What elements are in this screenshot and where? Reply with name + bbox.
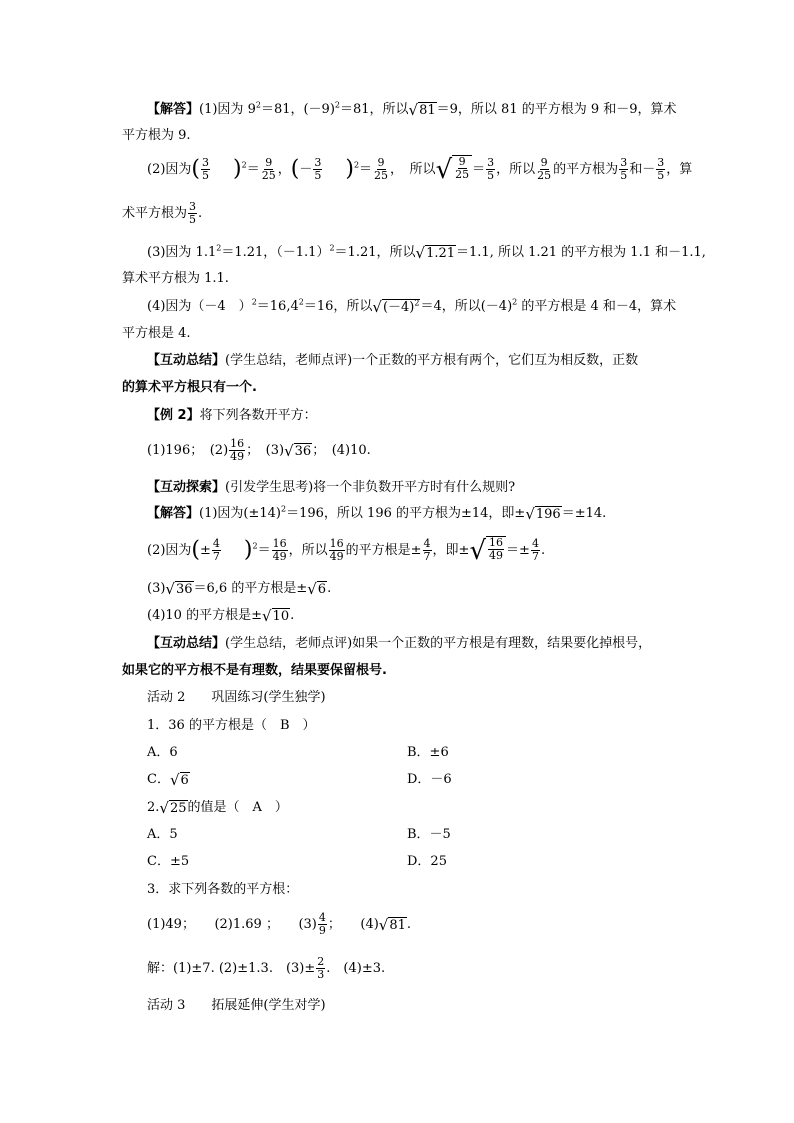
text-run: A．5 xyxy=(147,827,178,842)
numerator: 3 xyxy=(202,156,210,169)
text-run: 解：(1)±7. (2)±1.3. (3)± xyxy=(147,961,316,976)
text-run: . xyxy=(198,206,203,221)
question-1-option-d xyxy=(407,771,452,789)
denominator: 5 xyxy=(314,169,322,182)
activity-3-heading xyxy=(147,997,326,1015)
parenthesis: ( xyxy=(191,537,201,563)
question-3-stem xyxy=(147,881,298,899)
answer-ex2-line-4 xyxy=(147,607,294,625)
text-run: ＝16，所以 xyxy=(303,299,373,314)
activity-2-heading xyxy=(147,689,326,707)
square-root xyxy=(525,506,561,522)
answer-2-line-2 xyxy=(122,199,202,229)
radical-sign: √ xyxy=(159,798,169,817)
question-3-items xyxy=(147,910,411,940)
exponent: 2 xyxy=(353,160,360,170)
text-run: 平方根为 9. xyxy=(122,128,191,143)
fraction xyxy=(488,537,504,562)
text-run: (1)因为(±14) xyxy=(199,506,282,521)
square-root xyxy=(379,917,407,933)
radical-sign: √ xyxy=(408,100,419,119)
text-run: 1．36 的平方根是（ B ） xyxy=(147,718,316,733)
text-run: . (4)±3. xyxy=(326,961,386,976)
numerator: 3 xyxy=(487,156,495,169)
answer-4-line-2 xyxy=(122,325,191,343)
denominator: 25 xyxy=(537,169,552,182)
example-2-heading xyxy=(147,407,317,425)
answer-ex2-line-1 xyxy=(147,505,606,523)
numerator: 9 xyxy=(377,156,385,169)
answer-3-line-2 xyxy=(122,270,229,288)
text-run: 活动 2 巩固练习(学生独学) xyxy=(147,690,326,705)
text-run: ＝16,4 xyxy=(256,299,299,314)
exponent: 2 xyxy=(329,243,335,253)
text-run: 的平方根是± xyxy=(345,543,422,558)
text-run: ＝ xyxy=(359,162,373,177)
parenthesis: ) xyxy=(211,156,242,182)
parenthesis: ) xyxy=(323,156,354,182)
parenthesis: ) xyxy=(221,537,253,563)
numerator: 4 xyxy=(318,911,326,924)
fraction xyxy=(229,438,245,463)
denominator: 49 xyxy=(489,548,504,562)
exponent: 2 xyxy=(512,297,518,307)
summary-2-line-2 xyxy=(122,662,387,680)
square-root xyxy=(469,536,506,566)
text-run: ＝9，所以 81 的平方根为 9 和－9，算术 xyxy=(436,102,677,117)
text-run: C． xyxy=(147,772,170,787)
text-run: C．±5 xyxy=(147,854,190,869)
fraction xyxy=(373,157,389,182)
text-run: ； (4)10. xyxy=(312,443,371,458)
numerator: 4 xyxy=(531,537,539,550)
text-run: 算术平方根为 1.1. xyxy=(122,271,229,286)
text-run: ， 所以 xyxy=(390,162,436,177)
radicand xyxy=(382,299,421,315)
square-root xyxy=(416,245,457,261)
text-run: ＝±14. xyxy=(561,506,607,521)
numerator: 4 xyxy=(423,537,431,550)
text-run: ＝± xyxy=(506,543,530,558)
radical-sign: √ xyxy=(261,606,272,625)
text-run: ＝ xyxy=(246,162,260,177)
text-run: (－4) xyxy=(382,299,415,315)
numerator: 2 xyxy=(317,955,325,968)
text-run: ＝81，(－9) xyxy=(260,102,335,117)
denominator: 5 xyxy=(189,213,197,226)
text-run: 活动 3 拓展延伸(学生对学) xyxy=(147,998,326,1013)
denominator: 3 xyxy=(317,968,325,981)
fraction xyxy=(313,157,322,182)
text-run: ，即± xyxy=(432,543,470,558)
question-3-solution xyxy=(147,954,385,984)
text-run: ； (4) xyxy=(327,917,379,932)
fraction xyxy=(531,538,540,563)
radical-sign: √ xyxy=(435,154,453,185)
text-run: D．25 xyxy=(407,854,447,869)
text-run: (3)因为 1.1 xyxy=(147,245,217,260)
sqrt-81 xyxy=(409,102,437,118)
denominator: 7 xyxy=(212,550,220,563)
square-root xyxy=(165,581,193,597)
text-run: ，所以 xyxy=(288,543,328,558)
numerator: 9 xyxy=(265,156,273,169)
text-run: ； (3) xyxy=(246,443,285,458)
question-2-option-b xyxy=(407,826,451,844)
answer-3-line-1 xyxy=(147,244,706,262)
exponent: 2 xyxy=(216,243,222,253)
bold-tag: 【互动总结】 xyxy=(147,636,226,651)
text-run: 术平方根为 xyxy=(122,206,188,221)
radicand: 1.21 xyxy=(426,245,456,261)
exponent: 2 xyxy=(414,298,420,308)
summary-1-line-1 xyxy=(147,352,638,370)
numerator: 3 xyxy=(657,156,665,169)
answer-tag: 【解答】 xyxy=(147,102,200,117)
text-run: B．±6 xyxy=(407,745,449,760)
denominator: 49 xyxy=(272,550,287,563)
denominator: 25 xyxy=(261,169,276,182)
square-root xyxy=(307,581,327,597)
question-2-option-c xyxy=(147,853,189,871)
square-root xyxy=(372,299,420,315)
text-run: ＝1.21，（－1.1） xyxy=(221,245,330,260)
fraction xyxy=(656,157,665,182)
bold-tag: 如果它的平方根不是有理数，结果要保留根号. xyxy=(122,663,387,678)
text-run: (3) xyxy=(147,581,166,596)
parenthesis: ( xyxy=(290,156,300,182)
explore-line xyxy=(147,479,515,497)
question-2-stem xyxy=(147,799,288,817)
sqrt-fraction xyxy=(436,155,473,185)
numerator: 16 xyxy=(272,537,287,550)
text-run: ＝ xyxy=(257,543,271,558)
fraction xyxy=(188,201,197,226)
text-run: 平方根是 4. xyxy=(122,326,191,341)
text-run: ＝ xyxy=(472,162,486,177)
radical-sign: √ xyxy=(307,579,317,598)
radical-sign: √ xyxy=(165,579,175,598)
numerator: 3 xyxy=(189,200,197,213)
exponent: 2 xyxy=(251,297,257,307)
answer-2-line-1 xyxy=(147,152,692,188)
question-2-option-a xyxy=(147,826,178,844)
radical-sign: √ xyxy=(169,770,180,789)
radicand xyxy=(452,155,472,185)
exponent: 2 xyxy=(255,100,261,110)
text-run: 的平方根为 xyxy=(553,162,619,177)
denominator: 7 xyxy=(531,550,539,563)
fraction xyxy=(619,157,628,182)
radicand: 10 xyxy=(272,608,290,624)
summary-1-line-2 xyxy=(122,379,257,397)
denominator: 5 xyxy=(202,169,210,182)
exponent: 2 xyxy=(281,504,287,514)
denominator: 7 xyxy=(423,550,431,563)
question-1-option-a xyxy=(147,744,178,762)
exponent: 2 xyxy=(334,100,340,110)
fraction xyxy=(423,538,432,563)
numerator: 16 xyxy=(230,437,245,450)
denominator: 9 xyxy=(318,924,326,937)
radicand: 36 xyxy=(294,443,312,459)
fraction xyxy=(536,157,552,182)
exponent: 2 xyxy=(252,541,258,551)
question-1-option-c xyxy=(147,771,190,789)
radicand: 81 xyxy=(389,917,406,933)
square-root xyxy=(159,800,187,816)
radicand: 6 xyxy=(180,772,189,788)
radicand: 36 xyxy=(175,581,193,597)
radical-sign: √ xyxy=(378,915,389,934)
text-run: ＝1.1, 所以 1.21 的平方根为 1.1 和－1.1, xyxy=(456,245,706,260)
text-run: (2)因为 xyxy=(147,543,192,558)
square-root xyxy=(284,443,312,459)
numerator: 3 xyxy=(314,156,322,169)
fraction xyxy=(454,156,470,181)
text-run: 2. xyxy=(147,800,160,815)
radical-sign: √ xyxy=(415,243,426,262)
answer-1-line-1 xyxy=(147,101,677,119)
text-run: B．－5 xyxy=(407,827,451,842)
fraction xyxy=(316,956,325,981)
text-run: (1)196； (2) xyxy=(147,443,229,458)
text-run: ＝4，所以(－4) xyxy=(420,299,513,314)
numerator: 9 xyxy=(458,154,466,168)
numerator: 16 xyxy=(489,535,504,549)
denominator: 5 xyxy=(657,169,665,182)
text-run: (4)因为（－4 ） xyxy=(147,299,252,314)
exponent: 2 xyxy=(241,160,247,170)
answer-4-line-1 xyxy=(147,298,676,316)
answer-ex2-line-3 xyxy=(147,580,331,598)
fraction xyxy=(261,157,277,182)
numerator: 16 xyxy=(329,537,344,550)
denominator: 5 xyxy=(487,169,495,182)
text-run: . xyxy=(290,608,295,623)
bold-tag: 【互动探索】 xyxy=(147,480,226,495)
radicand xyxy=(486,536,506,566)
numerator: 3 xyxy=(620,156,628,169)
radical-sign: √ xyxy=(469,535,487,566)
bold-tag: 的算术平方根只有一个. xyxy=(122,380,257,395)
question-1-option-b xyxy=(407,744,449,762)
denominator: 25 xyxy=(455,167,470,181)
question-1-stem xyxy=(147,717,316,735)
bold-tag: 【例 2】 xyxy=(147,408,200,423)
summary-2-line-1 xyxy=(147,635,651,653)
radicand: 196 xyxy=(535,506,561,522)
text-run: 的平方根是 4 和－4，算术 xyxy=(517,299,677,314)
parenthesis: ( xyxy=(191,156,201,182)
denominator: 25 xyxy=(374,169,389,182)
radical-sign: √ xyxy=(372,297,382,316)
text-run: (学生总结，老师点评)如果一个正数的平方根是有理数，结果要化掉根号， xyxy=(225,636,652,651)
square-root xyxy=(170,772,190,788)
radical-sign: √ xyxy=(284,441,294,460)
text-run: (引发学生思考)将一个非负数开平方时有什么规则? xyxy=(225,480,516,495)
text-run: (2)因为 xyxy=(147,162,192,177)
text-run: 3．求下列各数的平方根： xyxy=(147,882,299,897)
answer-ex2-line-2 xyxy=(147,533,545,569)
text-run: ，算 xyxy=(666,162,693,177)
text-run: ＝196，所以 196 的平方根为±14，即± xyxy=(286,506,526,521)
numerator: 9 xyxy=(540,156,548,169)
text-run: ， xyxy=(277,162,291,177)
text-run: . xyxy=(540,543,546,558)
text-run: ± xyxy=(200,543,211,558)
bold-tag: 【互动总结】 xyxy=(147,353,226,368)
text-run: ，所以 xyxy=(496,162,536,177)
answer-1-line-2 xyxy=(122,127,191,145)
text-run: (学生总结，老师点评)一个正数的平方根有两个，它们互为相反数，正数 xyxy=(225,353,639,368)
exponent: 2 xyxy=(298,297,304,307)
text-run: 将下列各数开平方： xyxy=(199,408,317,423)
text-run: . xyxy=(327,581,332,596)
denominator: 5 xyxy=(620,169,628,182)
text-run: 的值是（ A ） xyxy=(187,800,288,815)
radicand: 6 xyxy=(317,581,327,597)
fraction xyxy=(272,538,288,563)
fraction xyxy=(318,912,327,937)
bold-tag: 【解答】 xyxy=(147,506,200,521)
text-run: . xyxy=(406,917,412,932)
text-run: (1)49； (2)1.69 ； (3) xyxy=(147,917,317,932)
fraction xyxy=(201,157,210,182)
fraction xyxy=(212,538,221,563)
text-run: A．6 xyxy=(147,745,178,760)
text-run: (4)10 的平方根是± xyxy=(147,608,262,623)
fraction xyxy=(486,157,495,182)
denominator: 49 xyxy=(230,450,245,463)
text-run: ＝81，所以 xyxy=(340,102,409,117)
text-run: (1)因为 9 xyxy=(199,102,256,117)
text-run: D．－6 xyxy=(407,772,452,787)
numerator: 4 xyxy=(212,537,220,550)
text-run: － xyxy=(299,162,313,177)
fraction xyxy=(329,538,345,563)
radicand: 81 xyxy=(419,102,436,118)
radicand: 25 xyxy=(169,800,187,816)
denominator: 49 xyxy=(329,550,344,563)
radical-sign: √ xyxy=(525,504,535,523)
square-root xyxy=(262,608,290,624)
question-2-option-d xyxy=(407,853,447,871)
example-2-items xyxy=(147,436,371,466)
text-run: ＝6,6 的平方根是± xyxy=(193,581,308,596)
text-run: ＝1.21，所以 xyxy=(334,245,416,260)
text-run: 和－ xyxy=(629,162,656,177)
